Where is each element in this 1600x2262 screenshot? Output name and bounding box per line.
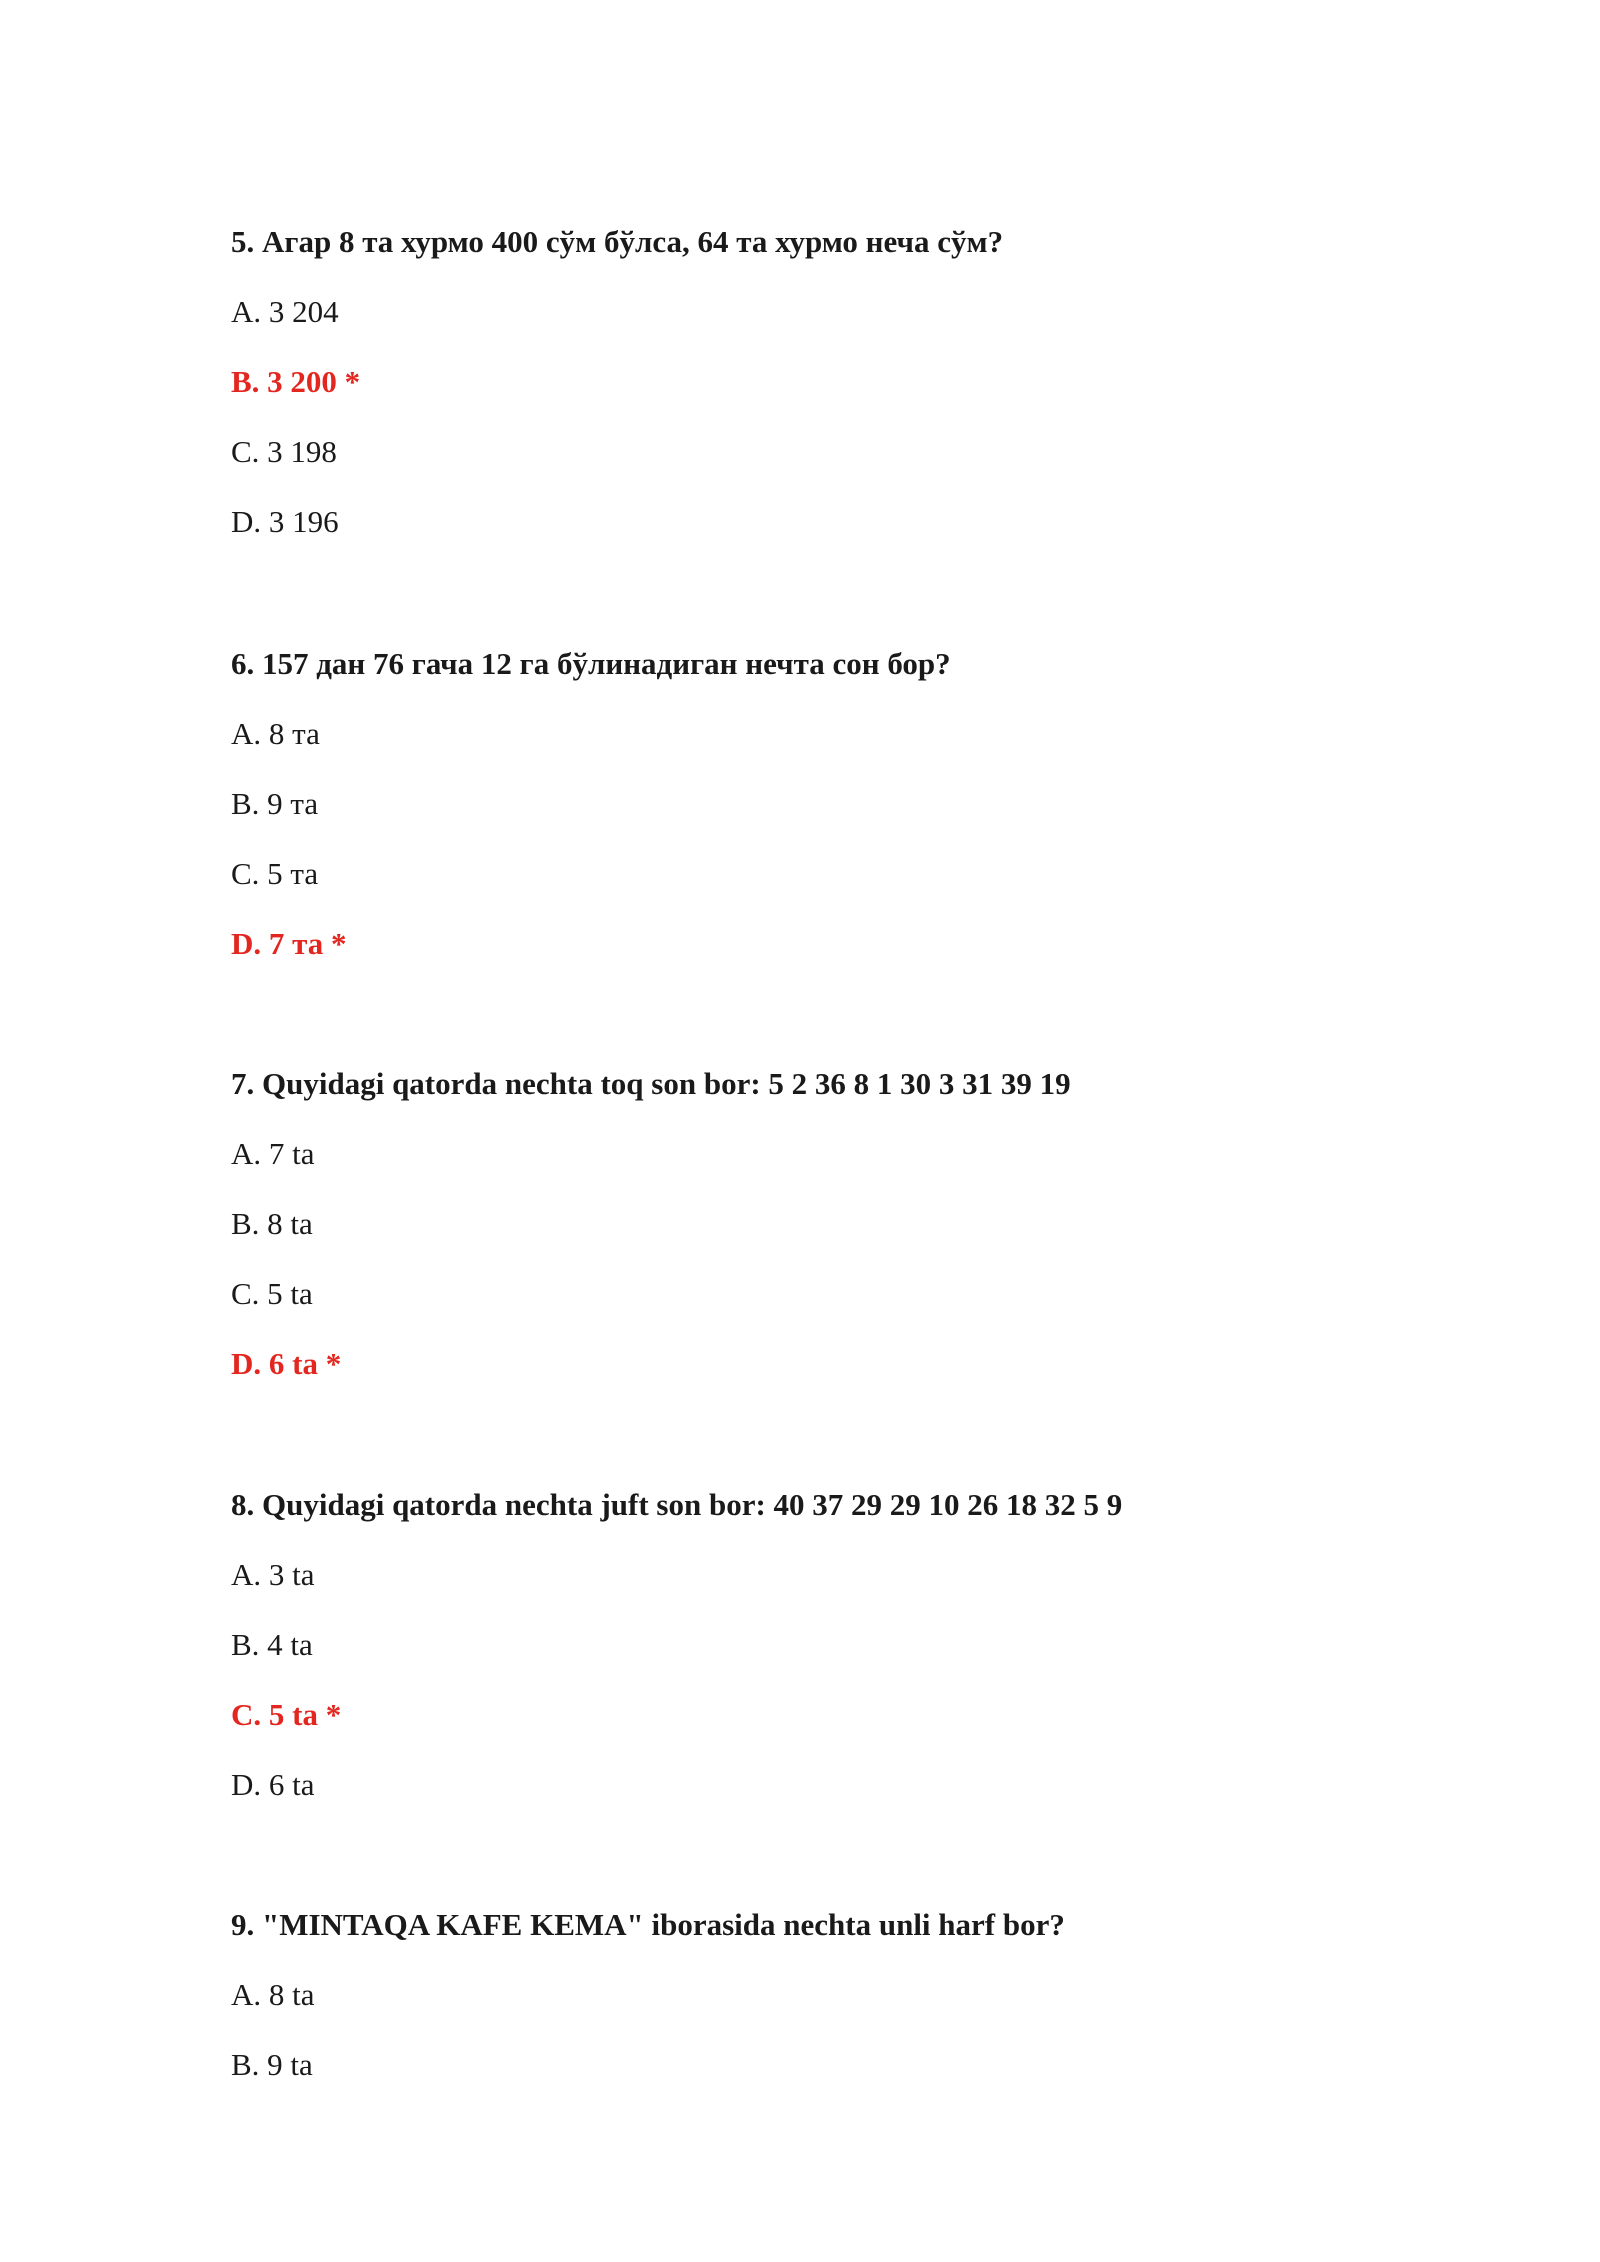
question-9: [231, 1905, 1491, 2085]
option-a: A. 3 204: [231, 294, 339, 329]
option-a: A. 8 та: [231, 716, 320, 751]
answer-options: [231, 1134, 1491, 1384]
option-b: B. 9 та: [231, 786, 319, 821]
question-5: [231, 222, 1491, 542]
option-d-correct: D. 6 ta *: [231, 1346, 342, 1381]
question-text: 8. Quyidagi qatorda nechta juft son bor: 40 37 29 29 10 26 18 32 5 9: [231, 1487, 1123, 1522]
option-a: A. 3 ta: [231, 1557, 315, 1592]
question-text: 5. Агар 8 та хурмо 400 сўм бўлса, 64 та хурмо неча сўм?: [231, 224, 1004, 259]
option-c: C. 5 ta: [231, 1276, 313, 1311]
answer-options: [231, 1555, 1491, 1805]
option-b-correct: B. 3 200 *: [231, 364, 361, 399]
answer-options: [231, 714, 1491, 964]
question-text: 9. "MINTAQA KAFE KEMA" iborasida nechta unli harf bor?: [231, 1907, 1065, 1942]
option-b: B. 4 ta: [231, 1627, 313, 1662]
option-a: A. 7 ta: [231, 1136, 315, 1171]
option-b: B. 8 ta: [231, 1206, 313, 1241]
question-text: 6. 157 дан 76 гача 12 га бўлинадиган нечта сон бор?: [231, 646, 951, 681]
answer-options: [231, 292, 1491, 542]
answer-options: [231, 1975, 1491, 2085]
option-d: D. 6 ta: [231, 1767, 315, 1802]
option-d: D. 3 196: [231, 504, 339, 539]
option-c-correct: C. 5 ta *: [231, 1697, 342, 1732]
option-d-correct: D. 7 та *: [231, 926, 347, 961]
option-c: C. 5 та: [231, 856, 319, 891]
question-text: 7. Quyidagi qatorda nechta toq son bor: 5 2 36 8 1 30 3 31 39 19: [231, 1066, 1071, 1101]
option-c: C. 3 198: [231, 434, 337, 469]
option-b: B. 9 ta: [231, 2047, 313, 2082]
question-6: [231, 644, 1491, 964]
question-8: [231, 1485, 1491, 1805]
question-7: [231, 1064, 1491, 1384]
option-a: A. 8 ta: [231, 1977, 315, 2012]
